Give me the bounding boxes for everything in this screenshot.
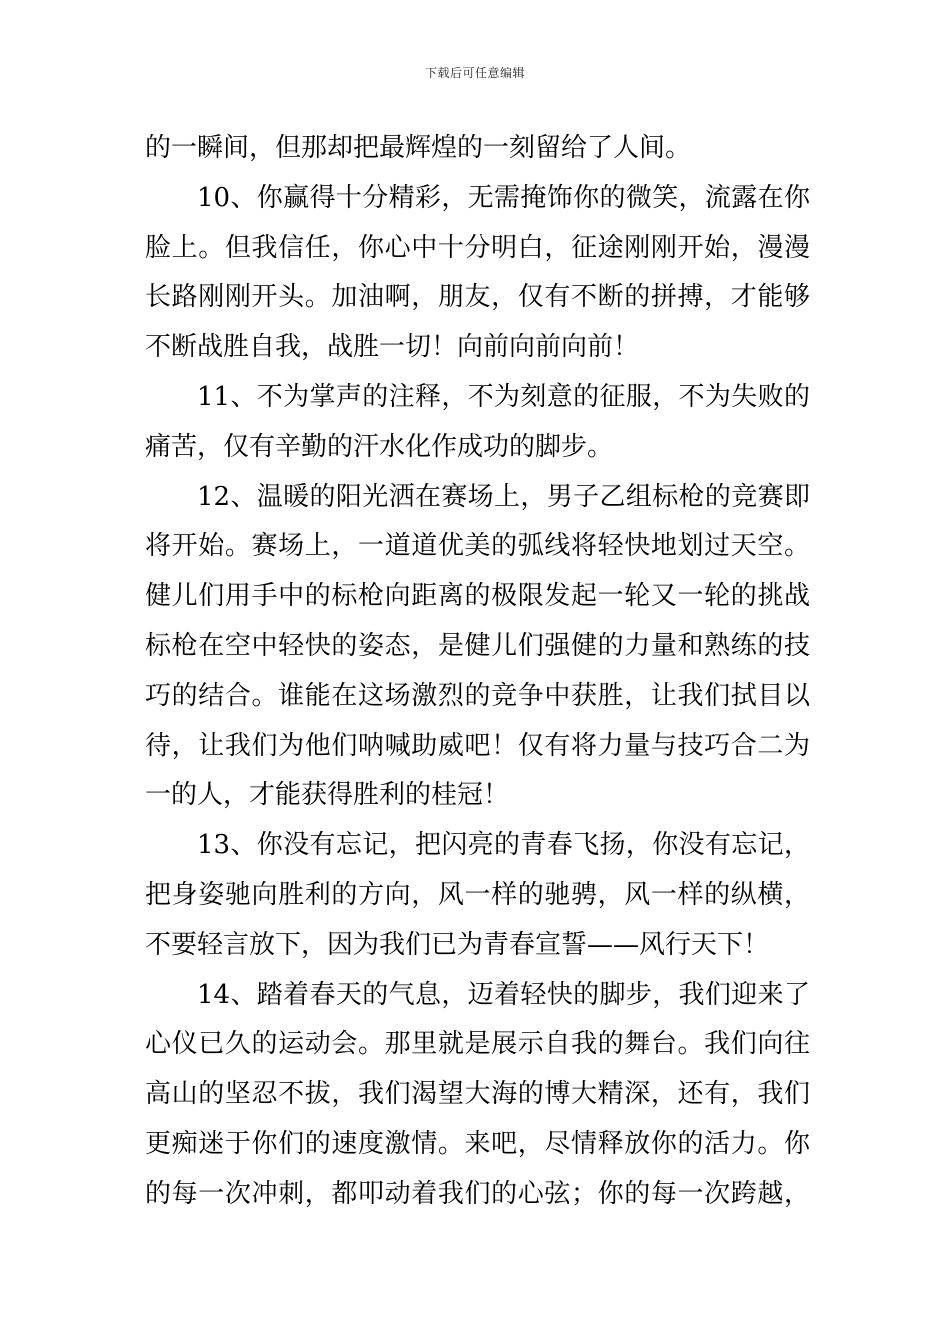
text-line: 长路刚刚开头。加油啊，朋友，仅有不断的拼搏，才能够	[145, 282, 810, 313]
text-line: 健儿们用手中的标枪向距离的极限发起一轮又一轮的挑战	[145, 581, 810, 612]
text-line: 高山的坚忍不拔，我们渴望大海的博大精深，还有，我们	[145, 1079, 810, 1110]
text-line: 10、你赢得十分精彩，无需掩饰你的微笑，流露在你	[197, 182, 810, 213]
text-line: 的每一次冲刺，都叩动着我们的心弦；你的每一次跨越，	[145, 1178, 810, 1209]
text-line: 不断战胜自我，战胜一切！向前向前向前！	[145, 332, 640, 363]
text-line: 待，让我们为他们呐喊助威吧！仅有将力量与技巧合二为	[145, 730, 810, 761]
paragraph-p10	[145, 174, 810, 373]
text-line: 11、不为掌声的注释，不为刻意的征服，不为失败的	[197, 381, 810, 412]
text-line: 心仪已久的运动会。那里就是展示自我的舞台。我们向往	[145, 1029, 810, 1060]
text-line: 更痴迷于你们的速度激情。来吧，尽情释放你的活力。你	[145, 1128, 810, 1159]
text-line: 一的人，才能获得胜利的桂冠！	[145, 780, 510, 811]
text-line: 14、踏着春天的气息，迈着轻快的脚步，我们迎来了	[197, 979, 810, 1010]
text-line: 的一瞬间，但那却把最辉煌的一刻留给了人间。	[145, 133, 692, 163]
text-line: 巧的结合。谁能在这场激烈的竞争中获胜，让我们拭目以	[145, 680, 810, 711]
text-line: 痛苦，仅有辛勤的汗水化作成功的脚步。	[145, 431, 614, 462]
paragraph-p11	[145, 373, 810, 473]
paragraph-p13	[145, 821, 810, 970]
text-line: 不要轻言放下，因为我们已为青春宣誓——风行天下！	[145, 929, 770, 960]
text-line: 脸上。但我信任，你心中十分明白，征途刚刚开始，漫漫	[145, 232, 810, 263]
document-body	[145, 124, 810, 1220]
text-line: 标枪在空中轻快的姿态，是健儿们强健的力量和熟练的技	[145, 630, 810, 661]
paragraph-p14	[145, 971, 810, 1220]
text-line: 把身姿驰向胜利的方向，风一样的驰骋，风一样的纵横，	[145, 879, 810, 910]
paragraph-p9-tail	[145, 124, 810, 174]
text-line: 将开始。赛场上，一道道优美的弧线将轻快地划过天空。	[145, 531, 810, 562]
page-header-note: 下载后可任意编辑	[424, 66, 525, 80]
text-line: 12、温暖的阳光洒在赛场上，男子乙组标枪的竞赛即	[197, 481, 810, 512]
paragraph-p12	[145, 473, 810, 822]
text-line: 13、你没有忘记，把闪亮的青春飞扬，你没有忘记，	[197, 830, 810, 861]
